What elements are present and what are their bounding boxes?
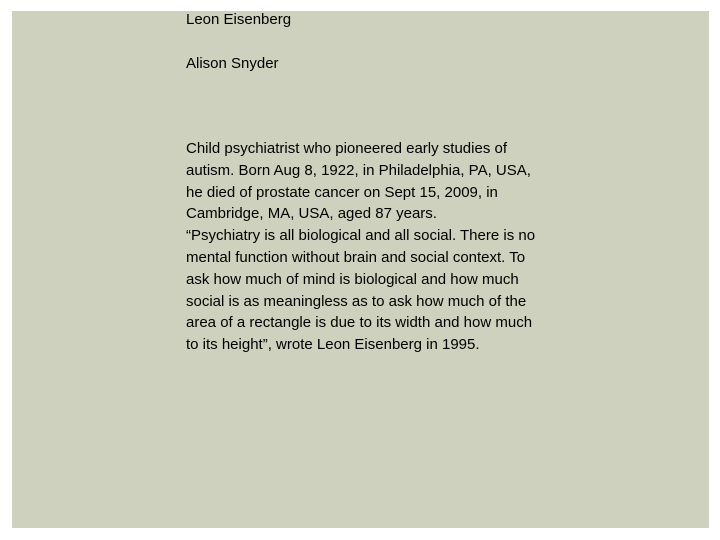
quote-paragraph: “Psychiatry is all biological and all social. There is no mental function without brain and social context. To ask how much of mind is biological and how much social is as meaningless as to ask how much of the area of a rectangle is due to its width and how much to its height”, wrote Leon Eisenberg in 1995. [186,227,536,354]
bio-paragraph: Child psychiatrist who pioneered early studies of autism. Born Aug 8, 1922, in Philadelphia, PA, USA, he died of prostate cancer on Sept 15, 2009, in Cambridge, MA, USA, aged 87 years. [186,140,531,223]
author-name: Alison Snyder [186,55,279,72]
bio-text-block [186,138,546,356]
subject-name: Leon Eisenberg [186,11,292,28]
